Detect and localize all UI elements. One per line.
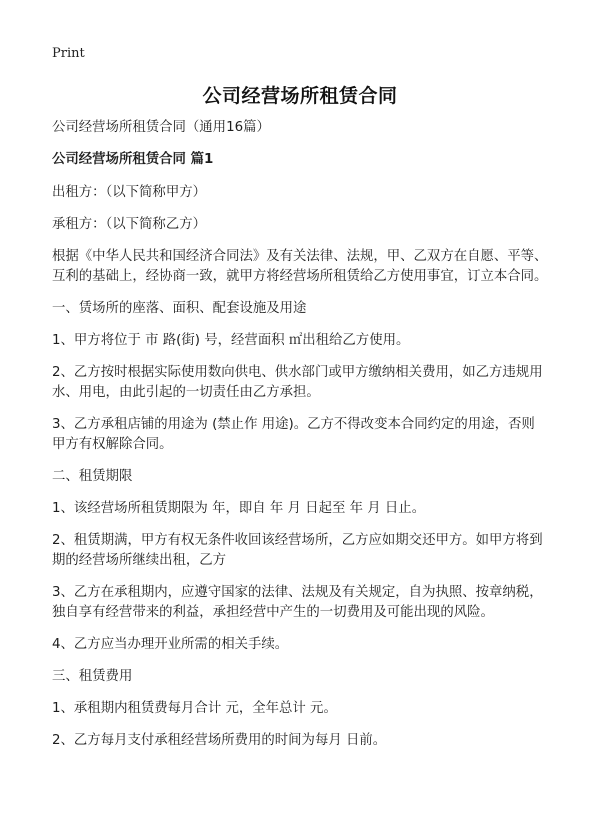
clause-1-3: 3、乙方承租店铺的用途为 (禁止作 用途)。乙方不得改变本合同约定的用途，否则甲方有权解除合同。	[52, 417, 535, 452]
document-body	[52, 118, 548, 763]
clause-2-4: 4、乙方应当办理开业所需的相关手续。	[52, 637, 289, 652]
clause-2-3: 3、乙方在承租期内，应遵守国家的法律、法规及有关规定，自为执照、按章纳税，独自享有经营带来的利益，承担经营中产生的一切费用及可能出现的风险。	[52, 585, 543, 620]
clause-heading-fees: 三、租赁费用	[52, 669, 133, 684]
clause-3-1: 1、承租期内租赁费每月合计 元，全年总计 元。	[52, 701, 337, 716]
document-title: 公司经营场所租赁合同	[202, 85, 398, 107]
clause-heading-premises: 一、赁场所的座落、面积、配套设施及用途	[52, 301, 307, 316]
paragraph-preamble: 根据《中华人民共和国经济合同法》及有关法律、法规，甲、乙双方在自愿、平等、互利的基础上，经协商一致，就甲方将经营场所租赁给乙方使用事宜，订立本合同。	[52, 249, 548, 284]
section-heading: 公司经营场所租赁合同 篇1	[52, 152, 214, 167]
clause-3-2: 2、乙方每月支付承租经营场所费用的时间为每月 日前。	[52, 733, 387, 748]
clause-1-1: 1、甲方将位于 市 路(街) 号，经营面积 ㎡出租给乙方使用。	[52, 333, 410, 348]
paragraph-lessor: 出租方：（以下简称甲方）	[52, 185, 206, 200]
clause-2-1: 1、该经营场所租赁期限为 年，即自 年 月 日起至 年 月 日止。	[52, 501, 426, 516]
clause-heading-term: 二、租赁期限	[52, 469, 133, 484]
document-subtitle: 公司经营场所租赁合同（通用16篇）	[52, 120, 270, 135]
clause-2-2: 2、租赁期满，甲方有权无条件收回该经营场所，乙方应如期交还甲方。如甲方将到期的经营场所继续出租，乙方	[52, 533, 543, 568]
print-link[interactable]: Print	[52, 46, 85, 61]
paragraph-lessee: 承租方：（以下简称乙方）	[52, 217, 206, 232]
clause-1-2: 2、乙方按时根据实际使用数向供电、供水部门或甲方缴纳相关费用，如乙方违规用水、用电，由此引起的一切责任由乙方承担。	[52, 365, 543, 400]
